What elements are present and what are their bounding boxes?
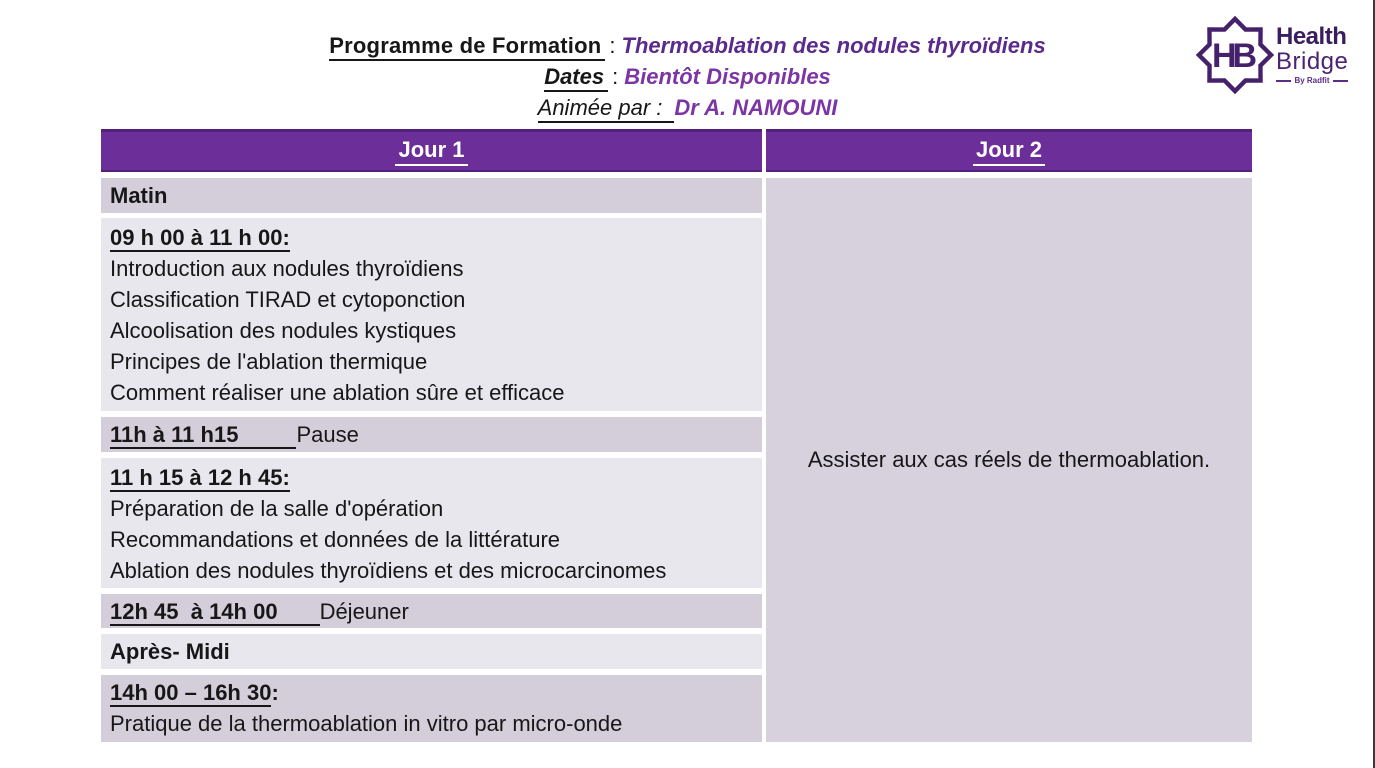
- jour2-header-label: Jour 2: [973, 137, 1045, 166]
- title-line: [0, 30, 1375, 61]
- pause-label: Pause: [296, 422, 359, 447]
- host-label: Animée par :: [538, 95, 675, 123]
- row-apres-midi: [101, 634, 762, 669]
- row-lunch: [101, 594, 762, 628]
- slot1-item: Introduction aux nodules thyroïdiens: [110, 256, 464, 281]
- dates-value: Bientôt Disponibles: [624, 64, 831, 89]
- host-line: [0, 92, 1375, 123]
- lunch-time: [110, 596, 409, 627]
- dates-line: [0, 61, 1375, 92]
- jour2-header: [766, 129, 1252, 172]
- slide-header: [0, 30, 1375, 123]
- apres-midi-label: Après- Midi: [110, 638, 230, 664]
- healthbridge-logo: [1196, 15, 1348, 95]
- slot3-time: [110, 677, 762, 708]
- slot1-time-text: 09 h 00 à 11 h 00:: [110, 225, 290, 250]
- jour1-header: [101, 129, 762, 172]
- logo-monogram: HB: [1212, 37, 1254, 75]
- logo-wordmark: [1276, 25, 1348, 85]
- title-value: Thermoablation des nodules thyroïdiens: [621, 33, 1046, 58]
- host-value: Dr A. NAMOUNI: [674, 95, 838, 120]
- pause-time: [110, 419, 359, 450]
- slot3-colon: :: [271, 680, 279, 705]
- slot2-item: Ablation des nodules thyroïdiens et des microcarcinomes: [110, 558, 667, 583]
- dates-separator: :: [612, 64, 619, 89]
- row-matin: [101, 178, 762, 213]
- dates-label: Dates: [544, 64, 608, 92]
- jour2-column: [766, 129, 1252, 742]
- logo-tagline-text: By Radfit: [1294, 76, 1330, 85]
- row-pause: [101, 417, 762, 452]
- slot2-item: Recommandations et données de la littérature: [110, 527, 561, 552]
- matin-label: Matin: [110, 182, 168, 208]
- slot3-time-text: 14h 00 – 16h 30: [110, 680, 272, 705]
- logo-tagline: [1276, 76, 1348, 85]
- logo-brand-bottom: Bridge: [1276, 48, 1349, 75]
- program-table: [101, 129, 1252, 742]
- slot2-time: [110, 462, 762, 493]
- logo-star-icon: [1196, 15, 1274, 95]
- lunch-label: Déjeuner: [319, 598, 409, 624]
- row-slot-afternoon: [101, 675, 762, 742]
- logo-brand-top: Health: [1276, 23, 1347, 50]
- slot1-item: Principes de l'ablation thermique: [110, 349, 428, 374]
- slot1-item: Alcoolisation des nodules kystiques: [110, 318, 457, 343]
- title-separator: :: [609, 33, 616, 58]
- slot1-item: Classification TIRAD et cytoponction: [110, 287, 466, 312]
- row-slot-morning2: [101, 458, 762, 588]
- slot1-item: Comment réaliser une ablation sûre et efficace: [110, 380, 565, 405]
- jour2-cell: [766, 178, 1252, 742]
- jour1-column: [101, 129, 762, 742]
- title-label: Programme de Formation: [329, 33, 605, 61]
- slot2-item: Préparation de la salle d'opération: [110, 496, 444, 521]
- lunch-time-text: 12h 45 à 14h 00: [110, 599, 320, 626]
- row-slot-morning1: [101, 218, 762, 411]
- slot3-item: Pratique de la thermoablation in vitro par micro-onde: [110, 711, 623, 736]
- tagline-left-bar: [1276, 80, 1291, 82]
- tagline-right-bar: [1333, 80, 1348, 82]
- slot2-time-text: 11 h 15 à 12 h 45:: [110, 465, 290, 490]
- slot1-time: [110, 222, 762, 253]
- jour1-header-label: Jour 1: [395, 137, 467, 166]
- pause-time-text: 11h à 11 h15: [110, 422, 296, 449]
- jour2-content: Assister aux cas réels de thermoablation.: [807, 447, 1211, 472]
